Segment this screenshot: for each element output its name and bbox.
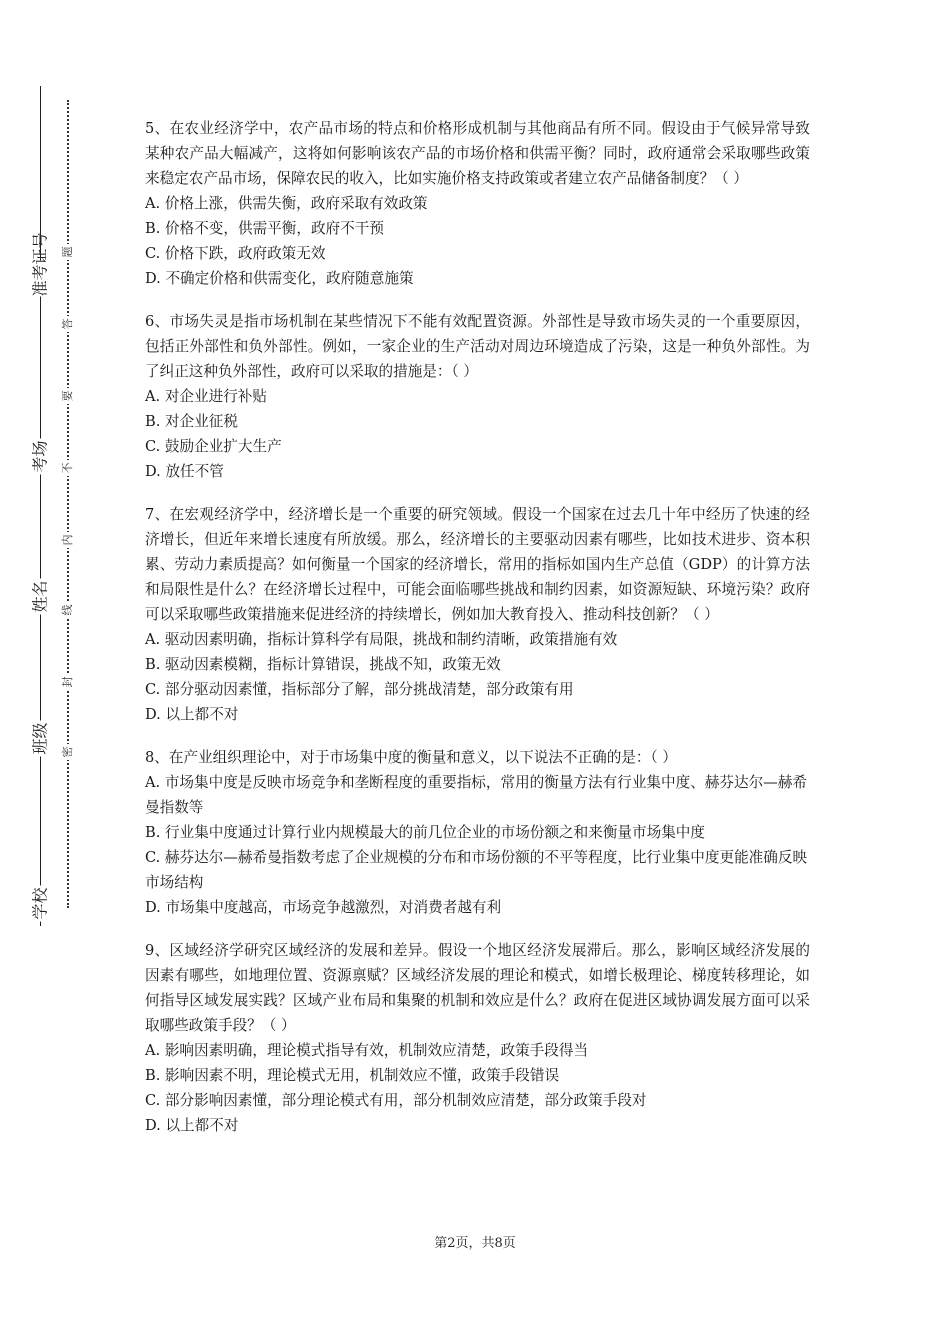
page-footer: 第2页，共8页 bbox=[434, 1236, 516, 1251]
question-5 bbox=[145, 116, 810, 291]
class-label: 班级 bbox=[30, 722, 50, 755]
seal-char: 不 bbox=[62, 460, 74, 476]
option-d: D. 放任不管 bbox=[145, 463, 224, 480]
exam-room-label: 考场 bbox=[30, 440, 50, 473]
option-b: B. 对企业征税 bbox=[145, 413, 238, 430]
option-d: D. 不确定价格和供需变化，政府随意施策 bbox=[145, 270, 414, 287]
binding-solid-line bbox=[40, 86, 41, 926]
option-b: B. 行业集中度通过计算行业内规模最大的前几位企业的市场份额之和来衡量市场集中度 bbox=[145, 824, 705, 841]
option-a: A. 市场集中度是反映市场竞争和垄断程度的重要指标，常用的衡量方法有行业集中度、赫芬达尔—赫希曼指数等 bbox=[145, 774, 807, 816]
option-c: C. 价格下跌，政府政策无效 bbox=[145, 245, 326, 262]
question-list bbox=[145, 116, 810, 1156]
binding-margin bbox=[0, 0, 110, 1344]
option-d: D. 以上都不对 bbox=[145, 1117, 239, 1134]
question-9 bbox=[145, 938, 810, 1138]
option-b: B. 影响因素不明，理论模式无用，机制效应不懂，政策手段错误 bbox=[145, 1067, 560, 1084]
question-stem: 7、在宏观经济学中，经济增长是一个重要的研究领域。假设一个国家在过去几十年中经历了快速的经济增长，但近年来增长速度有所放缓。那么，经济增长的主要驱动因素有哪些，比如技术进步、资本积累、劳动力素质提高？如何衡量一个国家的经济增长，常用的指标如国内生产总值（GDP）的计算方法和局限性是什么？在经济增长过程中，可能会面临哪些挑战和制约因素，如资源短缺、环境污染？政府可以采取哪些政策措施来促进经济的持续增长，例如加大教育投入、推动科技创新？（ ） bbox=[145, 506, 810, 623]
option-b: B. 价格不变，供需平衡，政府不干预 bbox=[145, 220, 384, 237]
option-a: A. 影响因素明确，理论模式指导有效，机制效应清楚，政策手段得当 bbox=[145, 1042, 589, 1059]
question-7 bbox=[145, 502, 810, 727]
option-c: C. 部分影响因素懂，部分理论模式有用，部分机制效应清楚，部分政策手段对 bbox=[145, 1092, 647, 1109]
seal-char: 要 bbox=[62, 388, 74, 404]
option-a: A. 对企业进行补贴 bbox=[145, 388, 267, 405]
seal-char: 答 bbox=[62, 316, 74, 332]
seal-char: 密 bbox=[62, 744, 74, 760]
question-6 bbox=[145, 309, 810, 484]
option-c: C. 赫芬达尔—赫希曼指数考虑了企业规模的分布和市场份额的不平等程度，比行业集中度更能准确反映市场结构 bbox=[145, 849, 808, 891]
option-b: B. 驱动因素模糊，指标计算错误，挑战不知，政策无效 bbox=[145, 656, 501, 673]
question-stem: 5、在农业经济学中，农产品市场的特点和价格形成机制与其他商品有所不同。假设由于气候异常导致某种农产品大幅减产，这将如何影响该农产品的市场价格和供需平衡？同时，政府通常会采取哪些政策来稳定农产品市场，保障农民的收入，比如实施价格支持政策或者建立农产品储备制度？（ ） bbox=[145, 120, 810, 187]
question-8 bbox=[145, 745, 810, 920]
option-c: C. 鼓励企业扩大生产 bbox=[145, 438, 282, 455]
option-d: D. 市场集中度越高，市场竞争越激烈，对消费者越有利 bbox=[145, 899, 502, 916]
school-label: 学校 bbox=[30, 887, 50, 920]
question-stem: 9、区域经济学研究区域经济的发展和差异。假设一个地区经济发展滞后。那么，影响区域经济发展的因素有哪些，如地理位置、资源禀赋？区域经济发展的理论和模式，如增长极理论、梯度转移理论，如何指导区域发展实践？区域产业布局和集聚的机制和效应是什么？政府在促进区域协调发展方面可以采取哪些政策手段？（ ） bbox=[145, 942, 810, 1034]
exam-id-label: 准考证号 bbox=[30, 232, 50, 297]
seal-char: 题 bbox=[62, 244, 74, 260]
seal-char: 封 bbox=[62, 674, 74, 690]
binding-dotted-line bbox=[67, 100, 69, 908]
option-a: A. 价格上涨，供需失衡，政府采取有效政策 bbox=[145, 195, 428, 212]
seal-char: 线 bbox=[62, 602, 74, 618]
name-label: 姓名 bbox=[30, 580, 50, 613]
option-a: A. 驱动因素明确，指标计算科学有局限，挑战和制约清晰，政策措施有效 bbox=[145, 631, 618, 648]
option-d: D. 以上都不对 bbox=[145, 706, 239, 723]
question-stem: 8、在产业组织理论中，对于市场集中度的衡量和意义，以下说法不正确的是：（ ） bbox=[145, 749, 678, 766]
seal-char: 内 bbox=[62, 532, 74, 548]
option-c: C. 部分驱动因素懂，指标部分了解，部分挑战清楚，部分政策有用 bbox=[145, 681, 574, 698]
question-stem: 6、市场失灵是指市场机制在某些情况下不能有效配置资源。外部性是导致市场失灵的一个重要原因，包括正外部性和负外部性。例如，一家企业的生产活动对周边环境造成了污染，这是一种负外部性。为了纠正这种负外部性，政府可以采取的措施是：（ ） bbox=[145, 313, 810, 380]
